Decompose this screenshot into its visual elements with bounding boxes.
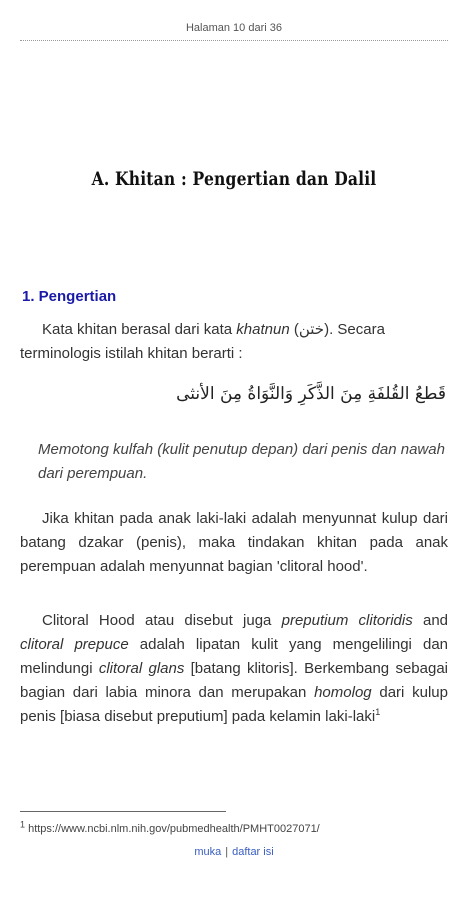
muka-link[interactable]: muka xyxy=(194,846,222,858)
paragraph-clitoral-hood: Clitoral Hood atau disebut juga preputium clitoridis and clitoral prepuce adalah lipatan kulit yang mengelilingi dan melindungi clitoral glans [batang klitoris]. Berkembang sebagai bagian dari labia minora dan merupakan homolog dari kulup penis [biasa disebut preputium] pada kelamin laki-laki$^1$ xyxy=(20,612,449,725)
page-number-header: Halaman 10 dari 36 xyxy=(185,22,282,34)
footnote-reference[interactable]: 1 xyxy=(375,707,381,717)
khatnun-term: khatnun xyxy=(236,321,290,338)
arabic-definition: قَطعُ القُلفَةِ مِنَ الذَّكَرِ وَالنَّوَاةُ مِنَ الأنثى xyxy=(176,384,446,404)
footnote xyxy=(20,819,320,835)
definition-translation: Memotong kulfah (kulit penutup depan) dari penis dan nawah dari perempuan. xyxy=(38,441,445,482)
footnote-url[interactable]: https://www.ncbi.nlm.nih.gov/pubmedhealth/PMHT0027071/ xyxy=(28,823,320,835)
header-divider xyxy=(20,40,448,41)
footnote-number: 1 xyxy=(20,819,26,830)
daftar-isi-link[interactable]: daftar isi xyxy=(232,846,274,858)
nav-separator: | xyxy=(225,846,229,858)
paragraph-khitan-perempuan: Jika khitan pada anak laki-laki adalah menyunnat kulup dari batang dzakar (penis), maka tindakan khitan pada anak perempuan adalah menyunnat bagian 'clitoral hood'. xyxy=(20,510,448,575)
paragraph-definition: Kata khitan berasal dari kata khatnun (ختن). Secara terminologis istilah khitan berarti : xyxy=(20,321,385,362)
page-navigation xyxy=(0,846,468,858)
footnote-divider xyxy=(20,811,226,812)
chapter-title: A. Khitan : Pengertian dan Dalil xyxy=(91,168,377,190)
section-heading: 1. Pengertian xyxy=(22,288,117,305)
